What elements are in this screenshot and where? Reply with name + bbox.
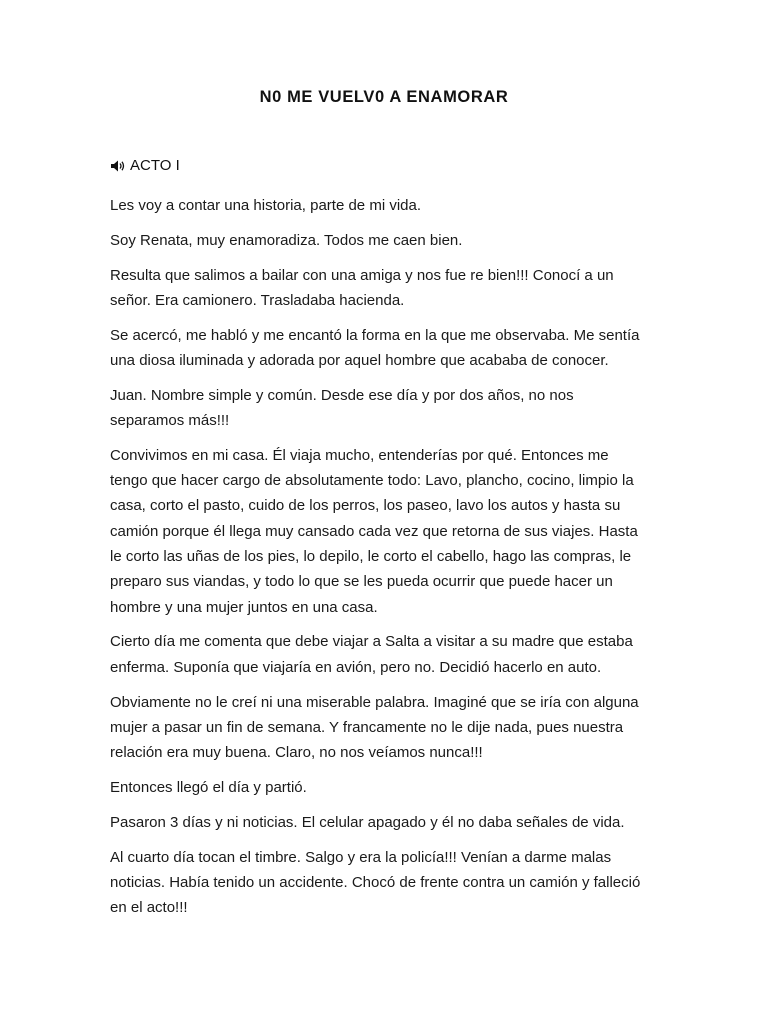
paragraph-line: Juan. Nombre simple y común. Desde ese día y por dos años, no nos [110,386,574,404]
paragraph [110,193,655,218]
paragraph [110,690,655,766]
act-label: ACTO I [130,157,180,174]
paragraph-line: noticias. Había tenido un accidente. Chocó de frente contra un camión y falleció [110,873,641,891]
paragraph [110,228,655,253]
paragraph [110,629,655,680]
paragraph-line: Convivimos en mi casa. Él viaja mucho, entenderías por qué. Entonces me [110,446,609,464]
paragraph-line: Les voy a contar una historia, parte de mi vida. [110,197,422,214]
paragraph-line: relación era muy buena. Claro, no nos veíamos nunca!!! [110,744,483,762]
paragraph-line: Entonces llegó el día y partió. [110,778,307,796]
paragraph-line: casa, corto el pasto, cuido de los perros, los paseo, lavo los autos y hasta su [110,497,621,515]
paragraph [110,845,655,921]
paragraph-line: señor. Era camionero. Trasladaba hacienda. [110,291,405,309]
body-text [110,193,655,930]
paragraph-line: le corto las uñas de los pies, lo depilo, le corto el cabello, hago las compras, le [110,548,632,566]
paragraph [110,775,655,800]
act-heading [110,157,180,174]
paragraph [110,263,655,314]
paragraph-line: mujer a pasar un fin de semana. Y francamente no le dije nada, pues nuestra [110,718,624,736]
paragraph-line: hombre y una mujer juntos en una casa. [110,598,378,616]
document-title: N0 ME VUELV0 A ENAMORAR [259,88,509,106]
paragraph-line: Al cuarto día tocan el timbre. Salgo y era la policía!!! Venían a darme malas [110,848,612,866]
paragraph-line: Cierto día me comenta que debe viajar a Salta a visitar a su madre que estaba [110,633,633,651]
paragraph-line: preparo sus viandas, y todo lo que se les pueda ocurrir que puede hacer un [110,573,613,591]
paragraph [110,383,655,434]
paragraph-line: Pasaron 3 días y ni noticias. El celular apagado y él no daba señales de vida. [110,813,625,831]
paragraph-line: separamos más!!! [110,412,230,430]
paragraph-line: camión porque él llega muy cansado cada vez que retorna de sus viajes. Hasta [110,522,638,540]
paragraph-line: tengo que hacer cargo de absolutamente todo: Lavo, plancho, cocino, limpio la [110,472,634,490]
paragraph-line: enferma. Suponía que viajaría en avión, pero no. Decidió hacerlo en auto. [110,658,602,676]
paragraph [110,323,655,374]
paragraph-line: Obviamente no le creí ni una miserable palabra. Imaginé que se iría con alguna [110,693,639,711]
paragraph-line: Soy Renata, muy enamoradiza. Todos me caen bien. [110,231,463,249]
speaker-icon [110,159,126,173]
paragraph-line: Resulta que salimos a bailar con una amiga y nos fue re bien!!! Conocí a un [110,266,614,284]
paragraph-line: una diosa iluminada y adorada por aquel hombre que acababa de conocer. [110,351,609,369]
paragraph [110,443,655,620]
paragraph-line: en el acto!!! [110,899,188,917]
paragraph-line: Se acercó, me habló y me encantó la forma en la que me observaba. Me sentía [110,326,640,344]
paragraph [110,810,655,835]
